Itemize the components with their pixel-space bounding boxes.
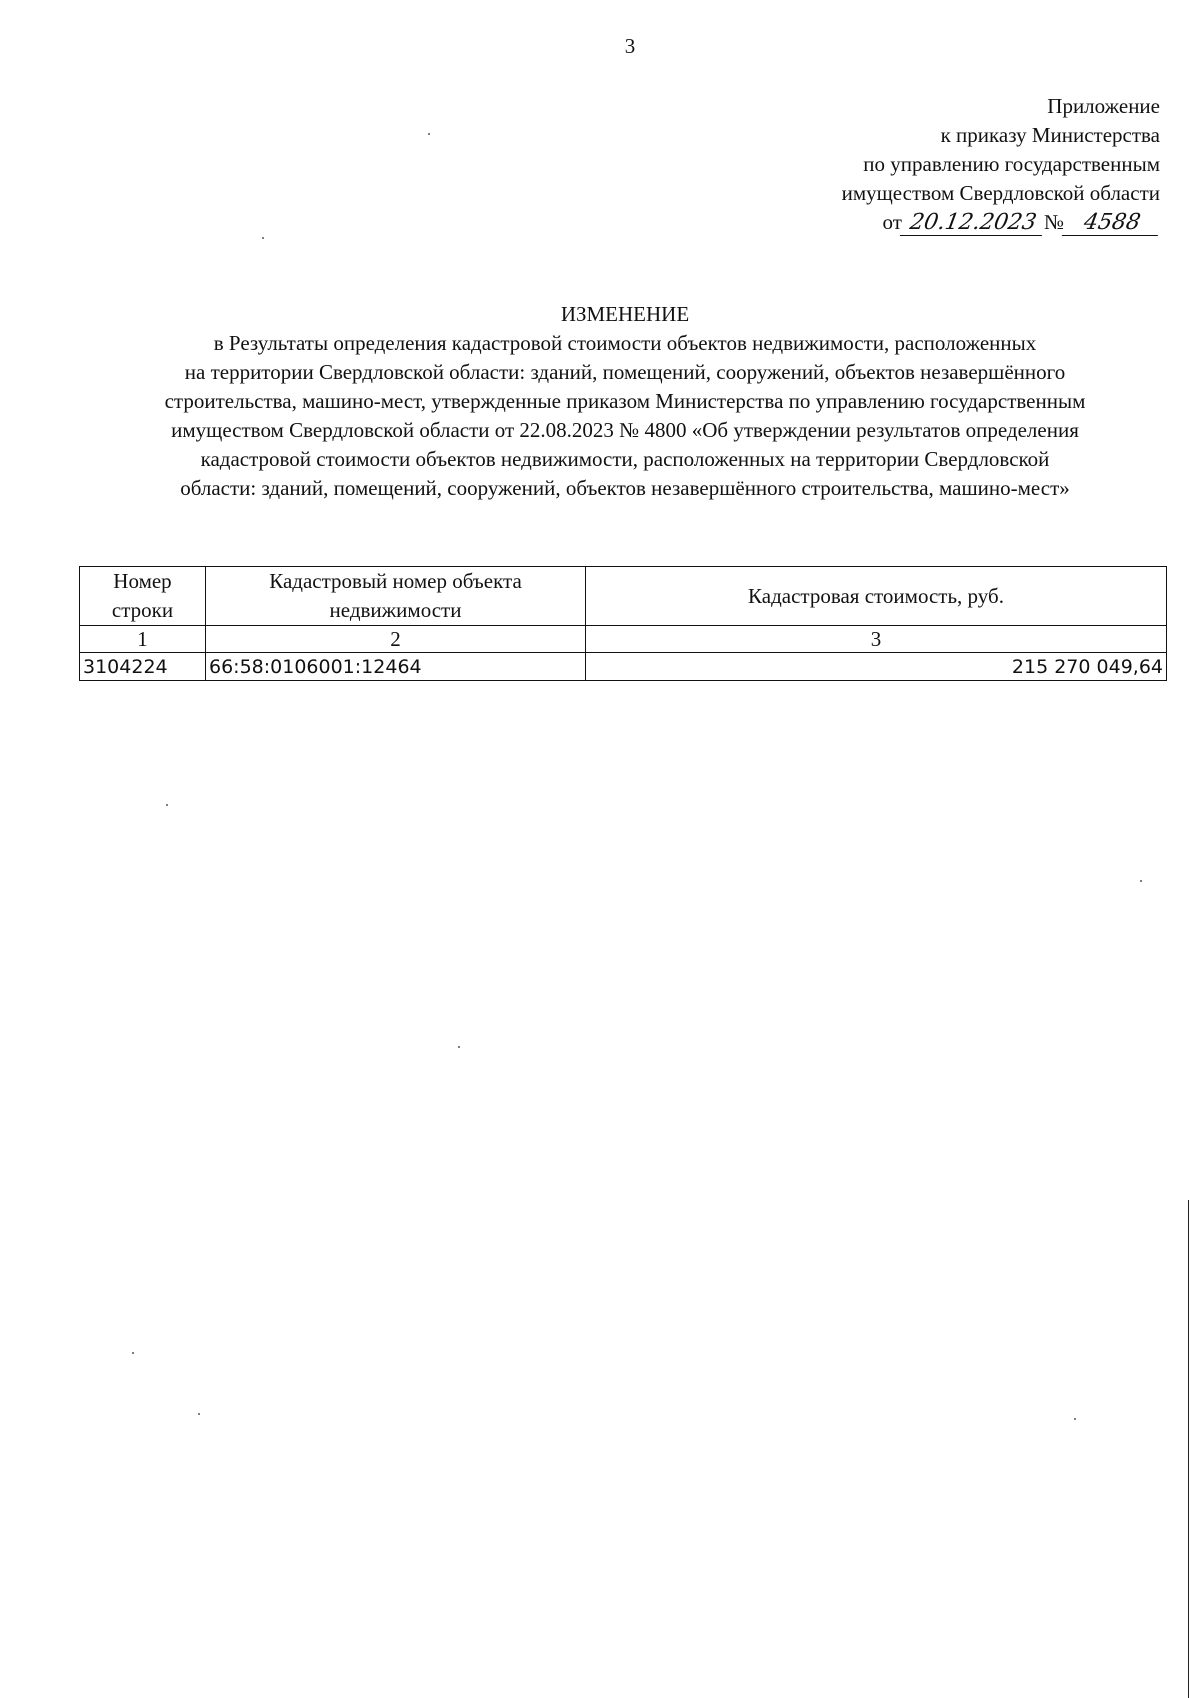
cell-cadastral-value: 215 270 049,64	[586, 653, 1167, 681]
header-cadastral-value: Кадастровая стоимость, руб.	[586, 567, 1167, 626]
subtitle-line-2: на территории Свердловской области: зданий, помещений, сооружений, объектов незавершённого	[184, 360, 1066, 384]
cell-cadastral-number: 66:58:0106001:12464	[206, 653, 586, 681]
number-prefix: №	[1043, 210, 1064, 234]
document-subtitle	[80, 329, 1170, 503]
appendix-line-4: имуществом Свердловской области	[841, 181, 1160, 205]
scan-speck	[428, 133, 430, 135]
cell-row-number: 3104224	[80, 653, 206, 681]
scan-speck	[458, 1046, 460, 1048]
document-heading	[80, 300, 1170, 503]
subtitle-line-3: строительства, машино-мест, утвержденные приказом Министерства по управлению государственным	[164, 389, 1086, 413]
subtitle-line-1: в Результаты определения кадастровой стоимости объектов недвижимости, расположенных	[213, 331, 1037, 355]
header-row-number: Номер строки	[80, 567, 206, 626]
scan-speck	[1074, 1418, 1076, 1420]
scan-speck	[166, 804, 168, 806]
header-cadastral-number: Кадастровый номер объекта недвижимости	[206, 567, 586, 626]
cadastral-value-table	[79, 566, 1167, 681]
column-number-1: 1	[80, 626, 206, 653]
scan-speck	[132, 1352, 134, 1354]
column-number-row	[80, 626, 1167, 653]
appendix-line-1: Приложение	[1047, 94, 1160, 118]
column-number-3: 3	[586, 626, 1167, 653]
subtitle-line-5: кадастровой стоимости объектов недвижимости, расположенных на территории Свердловской	[200, 447, 1050, 471]
scan-speck	[198, 1413, 200, 1415]
column-number-2: 2	[206, 626, 586, 653]
appendix-block	[842, 92, 1160, 237]
appendix-line-3: по управлению государственным	[863, 152, 1160, 176]
handwritten-number: 4588	[1062, 211, 1162, 236]
subtitle-line-4: имуществом Свердловской области от 22.08.2023 № 4800 «Об утверждении результатов определения	[171, 418, 1079, 442]
scan-speck	[1140, 880, 1142, 882]
table-row	[80, 653, 1167, 681]
appendix-date-line	[842, 208, 1160, 237]
subtitle-line-6: области: зданий, помещений, сооружений, объектов незавершённого строительства, машино-мест»	[180, 476, 1070, 500]
appendix-line-2: к приказу Министерства	[940, 123, 1160, 147]
page-number: 3	[624, 34, 636, 58]
scan-edge-line	[1188, 1200, 1189, 1698]
scan-speck	[262, 237, 264, 239]
handwritten-date: 20.12.2023	[900, 211, 1046, 236]
document-title: ИЗМЕНЕНИЕ	[560, 302, 690, 326]
table-header-row	[80, 567, 1167, 626]
date-prefix: от	[882, 210, 902, 234]
